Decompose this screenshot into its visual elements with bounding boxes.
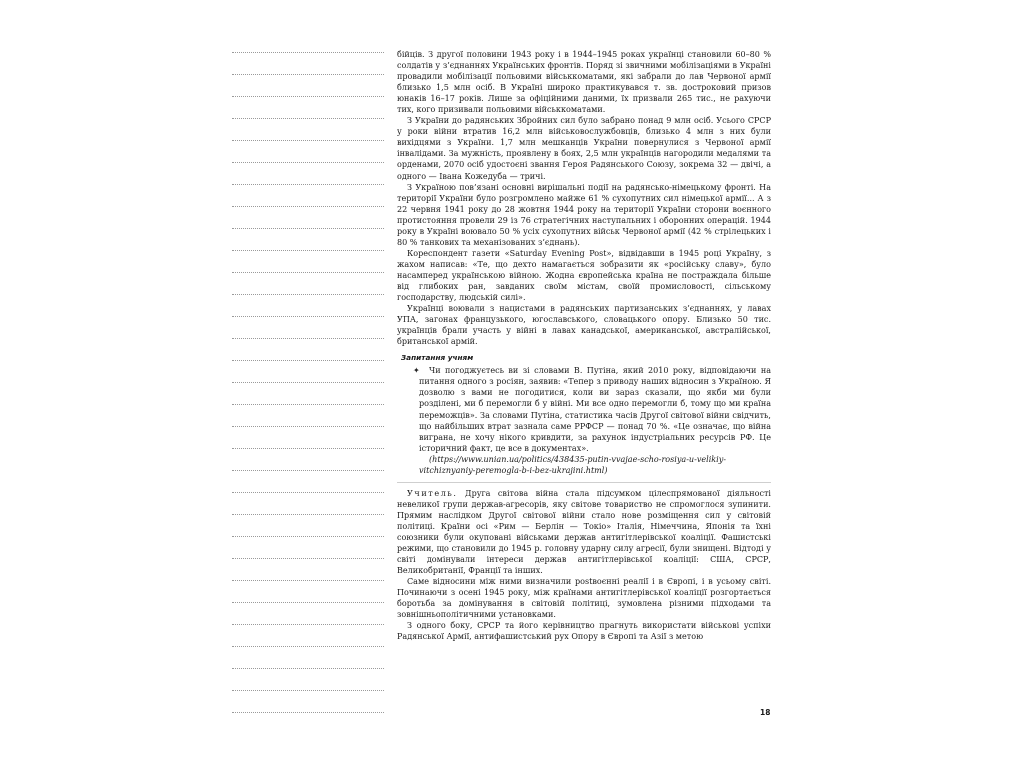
body-paragraph: З одного боку, СРСР та його керівництво прагнуть використати військові успіхи Радянської Армії, антифашистський рух Опору в Європі та Азії з метою (397, 621, 771, 642)
note-line (232, 624, 384, 625)
note-line (232, 206, 384, 207)
note-line (232, 52, 384, 53)
note-line (232, 360, 384, 361)
body-paragraph: Кореспондент газети «Saturday Evening Post», відвідавши в 1945 році Україну, з жахом написав: «Те, що дехто намагається зобразити як «російську славу», було насамперед українською війною. Жодна європейська країна не постраждала більше від глибоких ран, завданих своїм містам, своїй промисловості, сільському господарству, людській силі». (397, 248, 771, 303)
note-line (232, 558, 384, 559)
note-line (232, 668, 384, 669)
note-line (232, 404, 384, 405)
source-url: (https://www.unian.ua/politics/438435-putin-vvajae-scho-rosiya-u-velikiy-vitchiznyaniy-peremogla-b-i-bez-ukrajini.html) (419, 454, 726, 475)
body-paragraph: бійців. З другої половини 1943 року і в 1944–1945 роках українці становили 60–80 % солдатів у з’єднаннях Українських фронтів. Поряд зі звичними мобілізаціями в Україні провадили мобілізації польовими військкоматами, які забрали до лав Червоної армії близько 1,5 млн осіб. В Україні широко практикувався т. зв. достроковий призов юнаків 16–17 років. Лише за офіційними даними, їх призвали 265 тис., не рахуючи тих, кого призивали польовими військкоматами. (397, 50, 771, 115)
main-text-column (397, 49, 771, 642)
note-line (232, 162, 384, 163)
note-line (232, 294, 384, 295)
question-text: Чи погоджуєтесь ви зі словами В. Путіна, який 2010 року, відповідаючи на питання одного з росіян, заявив: «Тепер з приводу наших відносин з Україною. Я дозволю з вами не погодитися, коли ви зараз сказали, що якби ми були розділені, ми б перемогли б у війні. Ми все одно перемогли б, тому що ми країна переможців». За словами Путіна, статистика часів Другої світової війни свідчить, що найбільших втрат зазнала саме РРФСР — понад 70 %. «Це означає, що війна виграна, не хочу нікого кривдити, за рахунок індустріальних ресурсів РФ. Це історичний факт, це все в документах». (419, 366, 771, 453)
note-line (232, 338, 384, 339)
section-divider (397, 482, 771, 483)
body-paragraph: Саме відносини між ними визначили postвоєнні реалії і в Європі, і в усьому світі. Починаючи з осені 1945 року, між країнами антигітлерівської коаліції розгортається боротьба за домінування в світовій політиці, зумовлена різними підходами та зовнішньополітичними установками. (397, 577, 771, 620)
body-paragraph: З України до радянських Збройних сил було забрано понад 9 млн осіб. Усього СРСР у роки війни втратив 16,2 млн військовослужбовців, близько 4 млн з них були вихідцями з України. 1,7 млн мешканців України повернулися з Червоної армії інвалідами. За мужність, проявлену в боях, 2,5 млн українців нагородили медалями та орденами, 2070 осіб удостоєні звання Героя Радянського Союзу, зокрема 32 — двічі, а одного — Івана Кожедуба — тричі. (397, 116, 771, 181)
body-paragraph: Українці воювали з нацистами в радянських партизанських з’єднаннях, у лавах УПА, загонах французького, югославського, словацького опору. Близько 50 тис. українців брали участь у війні в лавах канадської, американської, австралійської, британської армій. (397, 304, 771, 347)
note-line (232, 96, 384, 97)
note-line (232, 426, 384, 427)
note-line (232, 536, 384, 537)
teacher-label: Учитель. (407, 488, 458, 498)
note-line (232, 514, 384, 515)
note-line (232, 602, 384, 603)
notes-margin (232, 40, 384, 720)
note-line (232, 140, 384, 141)
note-line (232, 712, 384, 713)
note-line (232, 646, 384, 647)
note-line (232, 316, 384, 317)
note-line (232, 228, 384, 229)
teacher-text: Друга світова війна стала підсумком цілеспрямованої діяльності невеликої групи держав-агресорів, яку світове товариство не спромоглося зупинити. Прямим наслідком Другої світової війни стало нове розміщення сил у світовій політиці. Країни осі «Рим — Берлін — Токіо» Італія, Німеччина, Японія та їхні союзники були окуповані військами держав антигітлерівської коаліції. Фашистські режими, що становили до 1945 р. головну ударну силу агресії, були знищені. Відтоді у світі домінували інтереси держав антигітлерівської коаліції: США, СРСР, Великобританії, Франції та інших. (397, 488, 771, 576)
note-line (232, 250, 384, 251)
note-line (232, 580, 384, 581)
body-paragraph: З Україною пов’язані основні вирішальні події на радянсько-німецькому фронті. На території України було розгромлено майже 61 % сухопутних сил німецької армії... А з 22 червня 1941 року до 28 жовтня 1944 року на території України сторони воєнного протистояння провели 29 із 76 стратегічних наступальних і оборонних операцій. 1944 року в Україні воювало 50 % усіх сухопутних військ Червоної армії (42 % стрілецьких і 80 % танкових та механізованих з’єднань). (397, 182, 771, 247)
questions-heading: Запитання учням (401, 353, 474, 363)
note-line (232, 448, 384, 449)
note-line (232, 492, 384, 493)
note-line (232, 74, 384, 75)
note-line (232, 118, 384, 119)
diamond-bullet-icon: ✦ (413, 366, 420, 376)
note-line (232, 272, 384, 273)
question-item (397, 365, 771, 453)
body-paragraph (397, 488, 771, 576)
note-line (232, 470, 384, 471)
page-number: 18 (760, 708, 771, 717)
note-line (232, 690, 384, 691)
note-line (232, 184, 384, 185)
source-citation (397, 454, 771, 476)
note-line (232, 382, 384, 383)
